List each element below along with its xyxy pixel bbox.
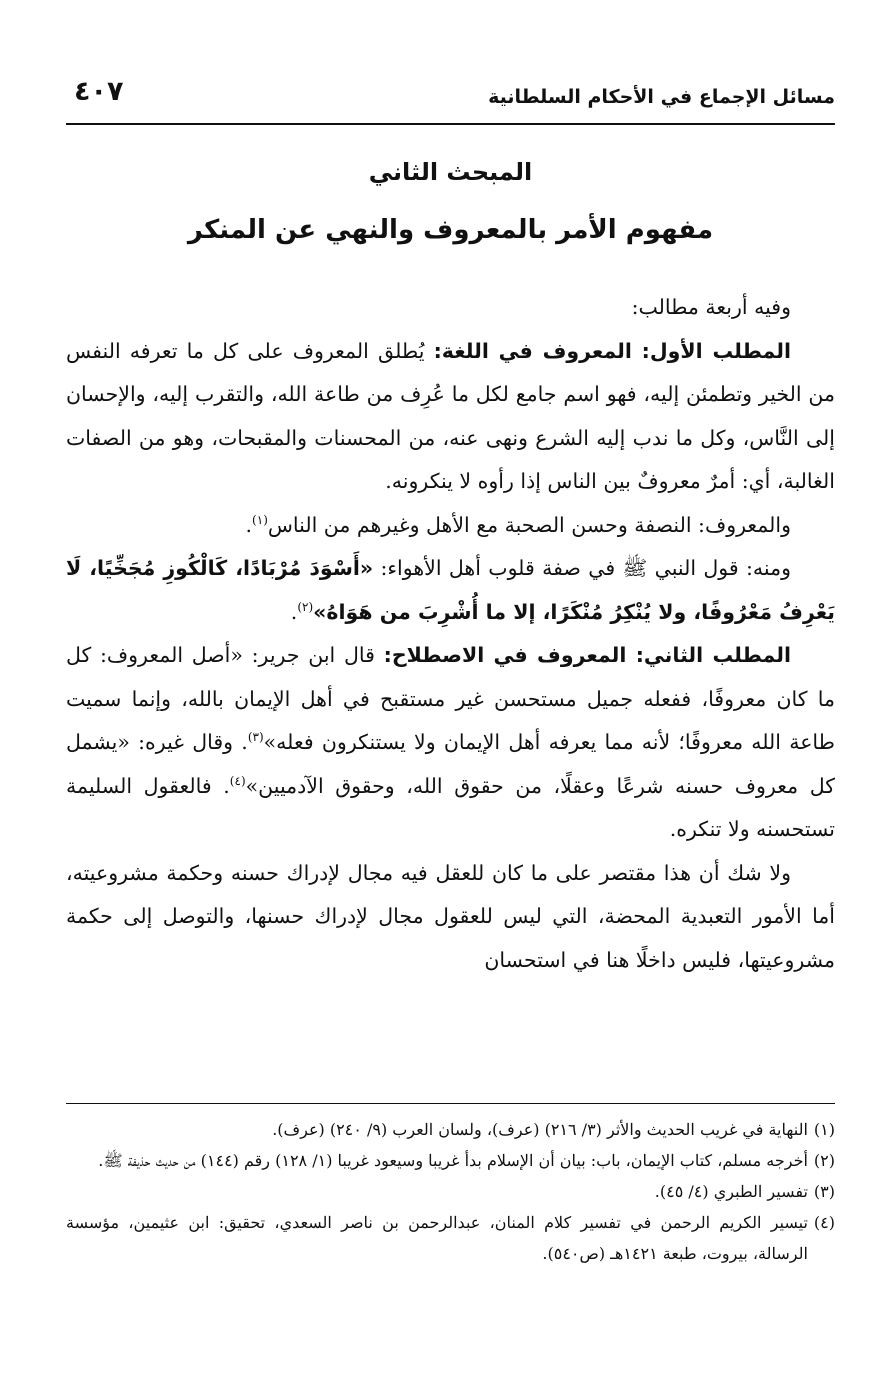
paragraph-5: ولا شك أن هذا مقتصر على ما كان للعقل فيه مجال لإدراك حسنه وحكمة مشروعيته، أما الأمور التعبدية المحضة، التي ليس للعقول مجال لإدراك حسنها، والتوصل إلى حكمة مشروعيتها، فليس داخلًا هنا في استحسان bbox=[66, 860, 835, 972]
header-rule bbox=[66, 123, 835, 125]
footnote-ref-4: (٤) bbox=[229, 773, 246, 788]
page-header bbox=[66, 70, 835, 126]
footnote-4 bbox=[66, 1207, 835, 1269]
paragraph-2 bbox=[66, 504, 835, 548]
footnote-number: (٢) bbox=[813, 1151, 835, 1170]
section-heading: المبحث الثاني bbox=[368, 158, 533, 186]
section-title: مفهوم الأمر بالمعروف والنهي عن المنكر bbox=[187, 215, 714, 245]
footnote-text: تيسير الكريم الرحمن في تفسير كلام المنان، عبدالرحمن بن ناصر السعدي، تحقيق: ابن عثيمين، مؤسسة الرسالة، بيروت، طبعة ١٤٢١هـ (ص٥٤٠). bbox=[66, 1213, 808, 1263]
footnote-text: أخرجه مسلم، كتاب الإيمان، باب: بيان أن الإسلام بدأ غريبا وسيعود غريبا (١/ ١٢٨) رقم (١٤٤) من حديث حذيفة ﷺ. bbox=[98, 1151, 808, 1170]
paragraph-4-text-a: قال ابن جرير: «أصل المعروف: كل ما كان معروفًا، ففعله جميل مستحسن غير مستقبح في أهل الإيمان بالله، وإنما سميت طاعة الله معروفًا؛ لأنه مما يعرفه أهل الإيمان ولا يستنكرون فعله» bbox=[66, 643, 835, 754]
footnote-text: النهاية في غريب الحديث والأثر (٣/ ٢١٦) (عرف)، ولسان العرب (٩/ ٢٤٠) (عرف). bbox=[272, 1120, 808, 1139]
hadith-quote: «أَسْوَدَ مُرْبَادًا، كَالْكُوزِ مُجَخِّيًا، لَا يَعْرِفُ مَعْرُوفًا، ولا يُنْكِرُ مُنْكَرًا، إلا ما أُشْرِبَ من هَوَاهُ» bbox=[66, 556, 835, 624]
paragraph-2-text: والمعروف: النصفة وحسن الصحبة مع الأهل وغيرهم من الناس bbox=[267, 512, 791, 537]
paragraph-1-label: المطلب الأول: المعروف في اللغة: bbox=[433, 338, 791, 363]
footnote-text: تفسير الطبري (٤/ ٤٥). bbox=[654, 1182, 808, 1201]
intro-paragraph: وفيه أربعة مطالب: bbox=[631, 295, 791, 319]
footnotes bbox=[66, 1114, 835, 1269]
paragraph-4-label: المطلب الثاني: المعروف في الاصطلاح: bbox=[383, 643, 791, 667]
footnote-number: (٣) bbox=[813, 1182, 835, 1201]
footnote-number: (٤) bbox=[813, 1213, 835, 1232]
paragraph-3 bbox=[66, 547, 835, 634]
paragraph-1 bbox=[66, 330, 835, 504]
footnote-number: (١) bbox=[813, 1120, 835, 1139]
paragraph-3-text: ومنه: قول النبي ﷺ في صفة قلوب أهل الأهواء: bbox=[373, 556, 791, 580]
paragraph-4-text-c: . فالعقول السليمة تستحسنه ولا تنكره. bbox=[66, 773, 835, 841]
footnote-ref-3: (٣) bbox=[247, 730, 264, 745]
paragraph-1-text: يُطلق المعروف على كل ما تعرفه النفس من الخير وتطمئن إليه، فهو اسم جامع لكل ما عُرِف من طاعة الله، والتقرب إليه، والإحسان إلى النَّاس، وكل ما ندب إليه الشرع ونهى عنه، من المحسنات والمقبحات، وهو من الصفات الغالبة، أي: أمرٌ معروفٌ بين الناس إذا رأوه لا ينكرونه. bbox=[66, 338, 835, 493]
paragraph-4-text-b: . وقال غيره: «يشمل كل معروف حسنه شرعًا وعقلًا، من حقوق الله، وحقوق الآدميين» bbox=[66, 730, 835, 798]
paragraph-4 bbox=[66, 634, 835, 852]
running-title: مسائل الإجماع في الأحكام السلطانية bbox=[488, 86, 835, 108]
footnote-rule bbox=[66, 1103, 835, 1104]
footnote-ref-1: (١) bbox=[252, 512, 268, 527]
page-number: ٤٠٧ bbox=[74, 76, 124, 107]
paragraph-2-end: . bbox=[245, 512, 253, 537]
footnote-1 bbox=[66, 1114, 835, 1145]
paragraph-3-end: . bbox=[290, 599, 298, 624]
body-text bbox=[66, 286, 835, 982]
footnote-ref-2: (٢) bbox=[297, 599, 314, 614]
footnote-3 bbox=[66, 1176, 835, 1207]
footnote-2 bbox=[66, 1145, 835, 1176]
